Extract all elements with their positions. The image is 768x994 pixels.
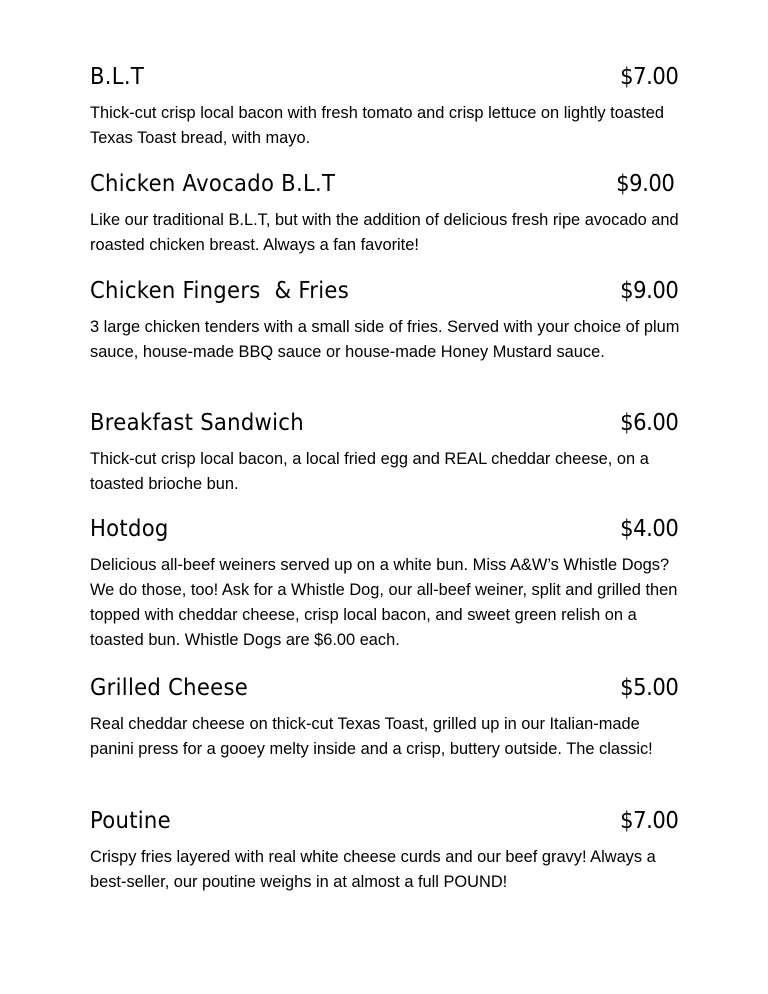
menu-item-header [90, 405, 678, 441]
menu-item-name: Chicken Avocado B.L.T [90, 171, 336, 197]
menu-item-name: Hotdog [90, 516, 169, 542]
menu-item-name: Grilled Cheese [90, 675, 249, 701]
menu-item-header [90, 166, 678, 202]
menu-item-header [90, 670, 678, 706]
menu-item-blt [90, 59, 678, 151]
menu-item-hotdog [90, 511, 678, 653]
menu-item-description: Thick-cut crisp local bacon, a local fried egg and REAL cheddar cheese, on a toasted brioche bun. [90, 450, 649, 493]
menu-item-price: $9.00 [615, 171, 674, 197]
menu-item-description: 3 large chicken tenders with a small side of fries. Served with your choice of plum sauce, house-made BBQ sauce or house-made Honey Mustard sauce. [90, 318, 680, 361]
menu-item-chicken-avocado-blt [90, 166, 678, 258]
menu-item-name: Poutine [90, 808, 171, 834]
menu-item-price: $9.00 [619, 278, 678, 304]
menu-item-description: Delicious all-beef weiners served up on a white bun. Miss A&W’s Whistle Dogs? We do those, too! Ask for a Whistle Dog, our all-beef weiner, split and grilled then topped with cheddar cheese, crisp local bacon, and sweet green relish on a toasted bun. Whistle Dogs are $6.00 each. [90, 556, 678, 649]
menu-item-price: $5.00 [619, 675, 678, 701]
menu-item-header [90, 273, 678, 309]
menu-item-name: Chicken Fingers & Fries [90, 278, 350, 304]
menu-item-header [90, 803, 678, 839]
menu-item-price: $4.00 [619, 516, 678, 542]
menu-item-header [90, 511, 678, 547]
menu-item-price: $7.00 [619, 64, 678, 90]
menu-item-description: Like our traditional B.L.T, but with the addition of delicious fresh ripe avocado and roasted chicken breast. Always a fan favorite! [90, 211, 679, 254]
menu-item-description: Crispy fries layered with real white cheese curds and our beef gravy! Always a best-seller, our poutine weighs in at almost a full POUND! [90, 848, 656, 891]
menu-item-header [90, 59, 678, 95]
menu-item-name: Breakfast Sandwich [90, 410, 304, 436]
menu-item-description: Thick-cut crisp local bacon with fresh tomato and crisp lettuce on lightly toasted Texas Toast bread, with mayo. [90, 104, 664, 147]
menu-item-description: Real cheddar cheese on thick-cut Texas Toast, grilled up in our Italian-made panini press for a gooey melty inside and a crisp, buttery outside. The classic! [90, 715, 653, 758]
menu-item-breakfast-sandwich [90, 405, 678, 497]
menu-item-price: $6.00 [619, 410, 678, 436]
menu-item-poutine [90, 803, 678, 895]
menu-item-name: B.L.T [90, 64, 145, 90]
menu-item-price: $7.00 [619, 808, 678, 834]
menu-item-chicken-fingers [90, 273, 678, 365]
menu-item-grilled-cheese [90, 670, 678, 762]
